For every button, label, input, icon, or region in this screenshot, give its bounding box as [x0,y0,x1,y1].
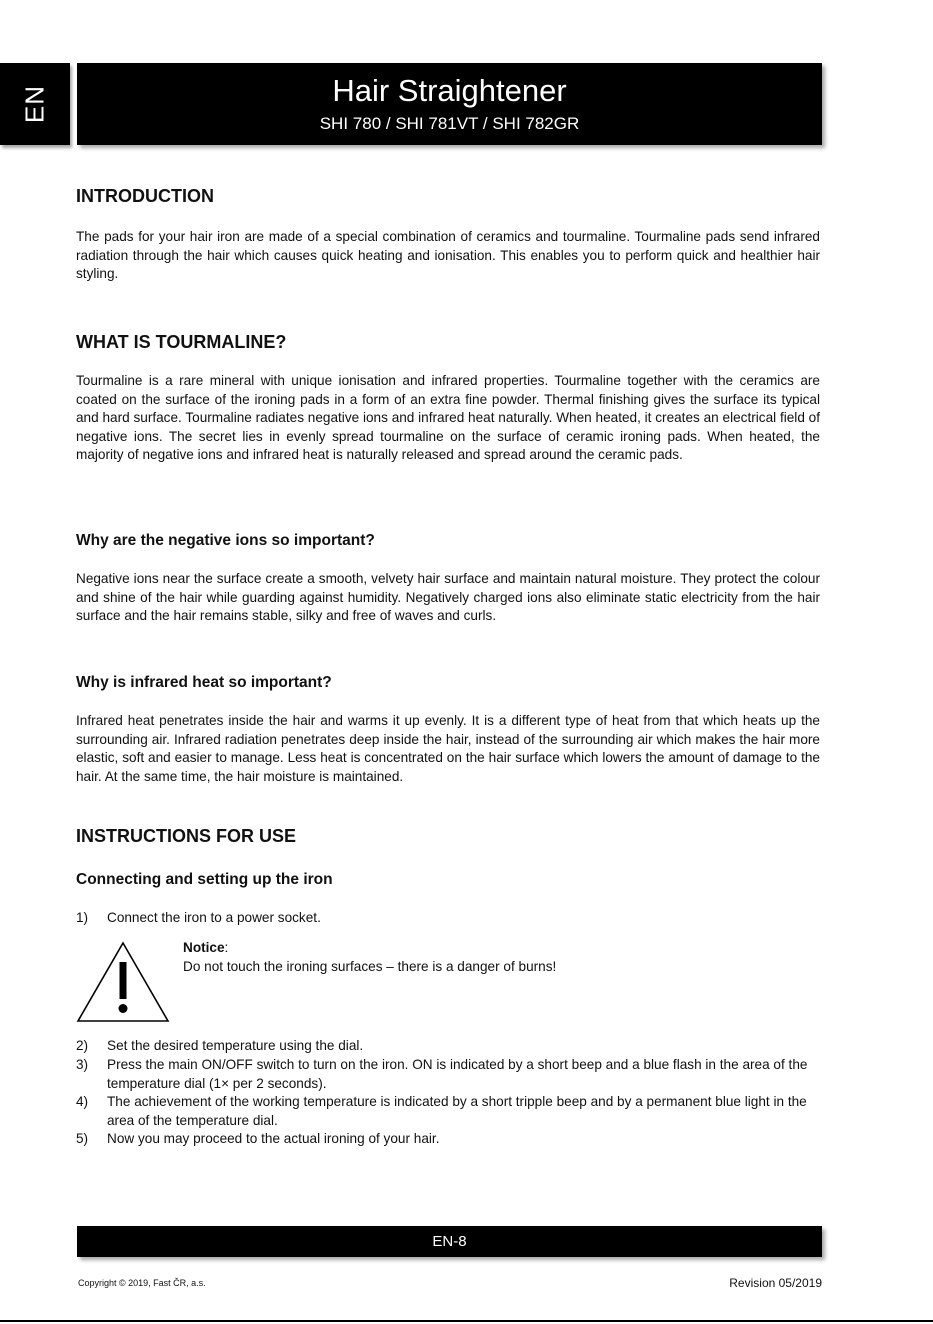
infrared-text: Infrared heat penetrates inside the hair and warms it up evenly. It is a different type of heat from that which heats up the surrounding air. Infrared radiation penetrates deep inside the hair, instead of the surrounding air which makes the hair more elastic, soft and easier to manage. Less heat is concentrated on the hair surface which lowers the amount of damage to the hair. At the same time, the hair moisture is maintained. [76,713,820,784]
bottom-divider [0,1320,933,1322]
negative-ions-text: Negative ions near the surface create a smooth, velvety hair surface and maintain natural moisture. They protect the colour and shine of the hair while guarding against humidity. Negatively charged ions also eliminate static electricity from the hair surface and the hair remains stable, silky and free of waves and curls. [76,571,820,624]
list-text: Press the main ON/OFF switch to turn on the iron. ON is indicated by a short beep and a blue flash in the area of the temperature dial (1× per 2 seconds). [107,1057,808,1091]
list-item [76,1093,820,1130]
negative-ions-heading: Why are the negative ions so important? [76,532,375,549]
list-number: 4) [76,1094,89,1109]
warning-triangle-icon [76,940,170,1024]
notice-label: Notice [183,940,225,955]
notice-title [183,940,228,955]
notice-text: Do not touch the ironing surfaces – there is a danger of burns! [183,959,557,974]
connecting-subheading: Connecting and setting up the iron [76,871,333,888]
page-number-bar [77,1226,822,1257]
language-label: EN [19,84,50,124]
list-number: 2) [76,1038,89,1053]
revision-text: Revision 05/2019 [729,1276,822,1290]
page-number: EN-8 [432,1233,467,1250]
introduction-text: The pads for your hair iron are made of a special combination of ceramics and tourmaline. Tourmaline pads send infrared radiation through the hair which causes quick heating and ionisation. This enables you to perform quick and healthier hair styling. [76,229,820,282]
header-bar [77,63,822,145]
list-item [76,1037,820,1056]
list-item [76,1056,820,1093]
copyright-text: Copyright © 2019, Fast ČR, a.s. [78,1278,206,1288]
tourmaline-text: Tourmaline is a rare mineral with unique ionisation and infrared properties. Tourmaline together with the ceramics are coated on the surface of the ironing pads in a form of an extra fine powder. Thermal finishing gives the surface its typical and hard surface. Tourmaline radiates negative ions and infrared heat naturally. When heated, it creates an electrical field of negative ions. The secret lies in evenly spread tourmaline on the surface of ceramic ironing pads. When heated, the majority of negative ions and infrared heat is naturally released and spread around the ceramic pads. [76,373,820,463]
notice-colon: : [224,940,229,955]
list-number: 5) [76,1131,89,1146]
list-text: Connect the iron to a power socket. [107,910,321,925]
infrared-heading: Why is infrared heat so important? [76,674,332,691]
language-tab [0,63,70,145]
tourmaline-heading: WHAT IS TOURMALINE? [76,332,287,352]
model-subtitle: SHI 780 / SHI 781VT / SHI 782GR [319,114,580,133]
page-title: Hair Straightener [332,73,567,108]
instructions-heading: INSTRUCTIONS FOR USE [76,826,297,846]
list-item [76,909,820,928]
list-item [76,1130,820,1149]
list-text: The achievement of the working temperature is indicated by a short tripple beep and by a permanent blue light in the area of the temperature dial. [107,1094,807,1128]
list-text: Set the desired temperature using the dial. [107,1038,364,1053]
list-text: Now you may proceed to the actual ironing of your hair. [107,1131,440,1146]
list-number: 3) [76,1057,89,1072]
introduction-heading: INTRODUCTION [76,186,214,206]
list-number: 1) [76,910,89,925]
